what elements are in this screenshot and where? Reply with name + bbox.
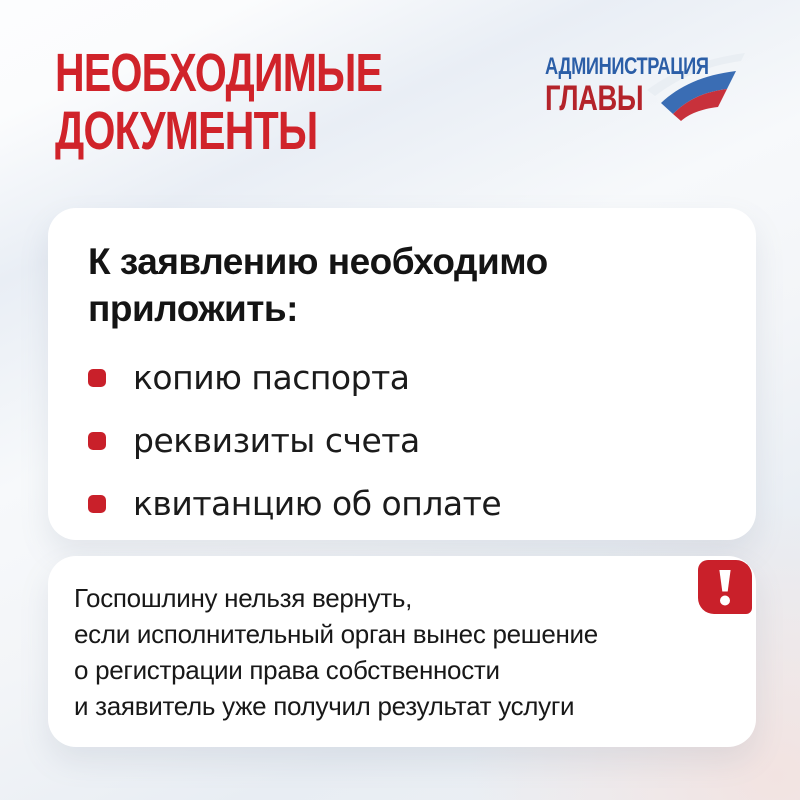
list-item-label: квитанцию об оплате — [133, 484, 502, 523]
page-title — [55, 44, 486, 160]
list-item — [88, 484, 716, 523]
list-item-label: реквизиты счета — [133, 421, 420, 460]
administration-logo — [545, 54, 760, 117]
warning-line-4: и заявитель уже получил результат услуги — [74, 691, 575, 721]
warning-line-2: если исполнительный орган вынес решение — [74, 619, 598, 649]
documents-list — [88, 358, 716, 523]
exclamation-icon — [698, 560, 752, 614]
bullet-marker-icon — [88, 369, 106, 387]
warning-line-3: о регистрации права собственности — [74, 655, 500, 685]
documents-heading-line-2: приложить: — [88, 288, 298, 329]
list-item-label: копию паспорта — [133, 358, 410, 397]
bullet-marker-icon — [88, 432, 106, 450]
page-title-line-2: ДОКУМЕНТЫ — [55, 101, 318, 161]
list-item — [88, 358, 716, 397]
exclamation-badge — [698, 560, 752, 614]
logo-line-administration: АДМИНИСТРАЦИЯ — [545, 53, 709, 80]
bullet-marker-icon — [88, 495, 106, 513]
warning-line-1: Госпошлину нельзя вернуть, — [74, 583, 413, 613]
documents-card-heading — [88, 238, 716, 332]
list-item — [88, 421, 716, 460]
documents-heading-line-1: К заявлению необходимо — [88, 241, 548, 282]
page-title-line-1: НЕОБХОДИМЫЕ — [55, 43, 383, 103]
warning-text — [48, 556, 756, 724]
warning-card — [48, 556, 756, 747]
logo-line-glavy: ГЛАВЫ — [545, 79, 644, 118]
documents-card — [48, 208, 756, 540]
